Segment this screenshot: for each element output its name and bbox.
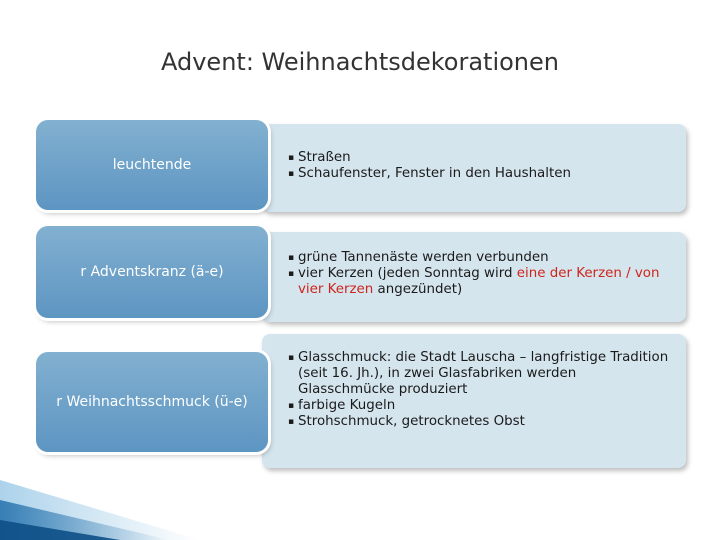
bullet-text: angezündet) — [373, 282, 463, 297]
row-label: leuchtende — [36, 120, 268, 210]
content-box — [262, 124, 686, 212]
bullet-item: ▪ Glasschmuck: die Stadt Lauscha – langfristige Tradition (seit 16. Jh.), in zwei Glasfabriken werden Glasschmücke produziert — [288, 350, 676, 398]
row-label: r Weihnachtsschmuck (ü-e) — [36, 352, 268, 452]
bullet-item: ▪ farbige Kugeln — [288, 398, 676, 414]
content-box — [262, 232, 686, 322]
bullet-list — [288, 350, 676, 430]
decorative-corner-streaks — [0, 450, 200, 540]
content-box — [262, 334, 686, 468]
row-label: r Adventskranz (ä-e) — [36, 226, 268, 318]
bullet-item — [288, 266, 676, 298]
bullet-list — [288, 150, 676, 182]
slide-title: Advent: Weihnachtsdekorationen — [161, 48, 559, 76]
bullet-list — [288, 250, 676, 298]
bullet-text: vier Kerzen (jeden Sonntag wird — [298, 266, 517, 281]
bullet-item: ▪ Straßen — [288, 150, 676, 166]
bullet-item: ▪ Strohschmuck, getrocknetes Obst — [288, 414, 676, 430]
bullet-item: ▪ grüne Tannenäste werden verbunden — [288, 250, 676, 266]
bullet-item: ▪ Schaufenster, Fenster in den Haushalten — [288, 166, 676, 182]
highlight-text: eine der Kerzen / von vier Kerzen — [298, 266, 660, 297]
